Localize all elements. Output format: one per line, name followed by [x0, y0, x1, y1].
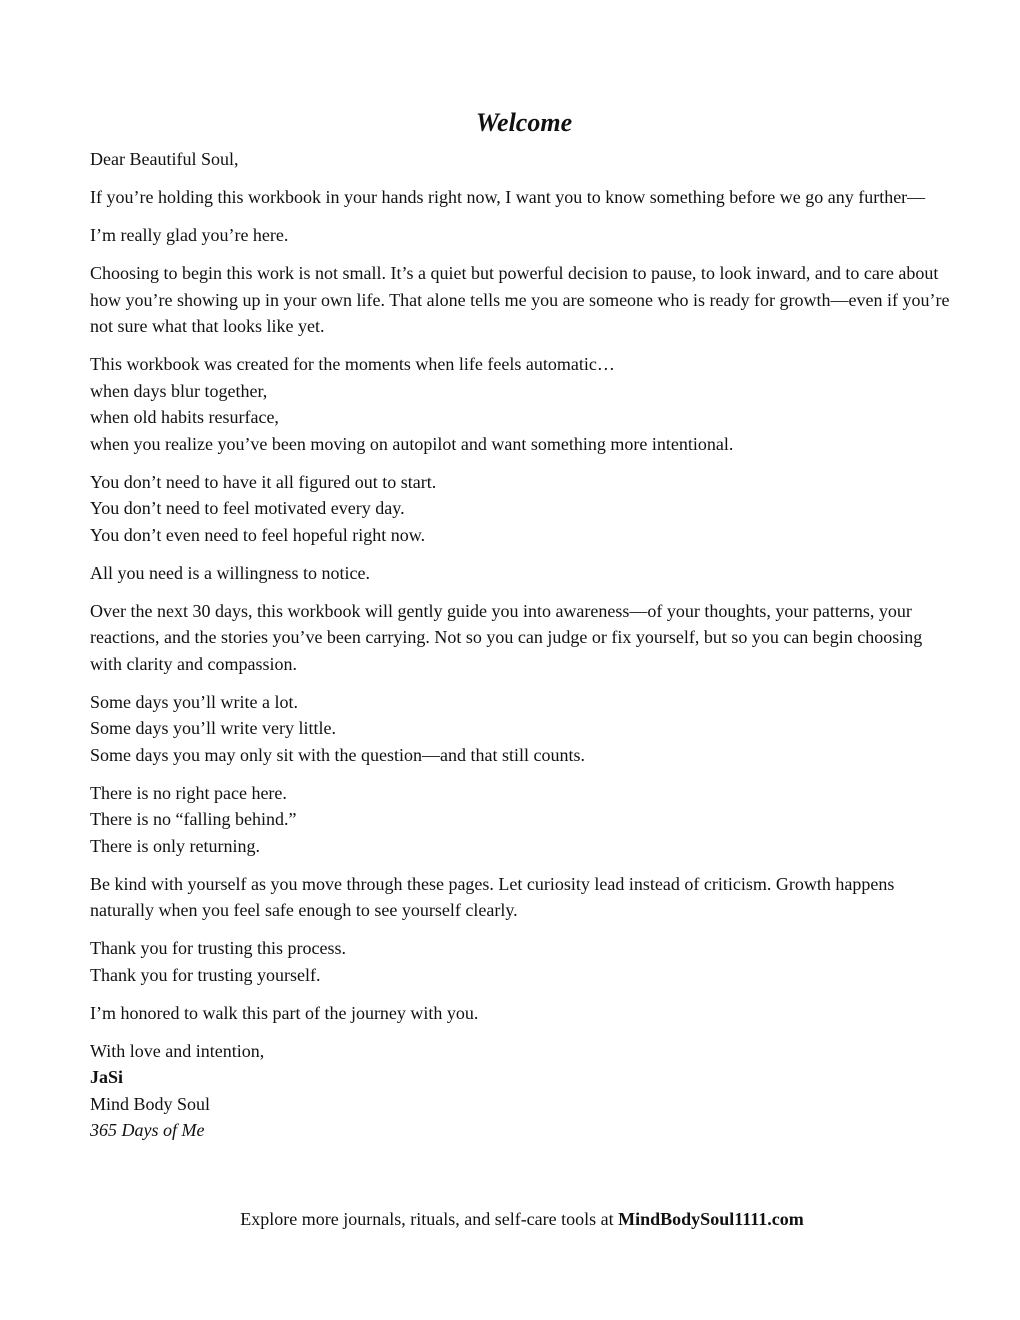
series-name: 365 Days of Me [90, 1120, 205, 1140]
paragraph-moments [90, 351, 952, 457]
text-line: Some days you’ll write a lot. [90, 691, 298, 712]
text-line: Thank you for trusting this process. [90, 938, 346, 958]
greeting: Dear Beautiful Soul, [90, 149, 239, 169]
paragraph-kindness: Be kind with yourself as you move through these pages. Let curiosity lead instead of criticism. Growth happens naturally when you feel safe enough to see yourself clearly. [90, 873, 895, 920]
text-line: Some days you may only sit with the question—and that still counts. [90, 744, 585, 765]
closing: With love and intention, [90, 1040, 265, 1061]
text-line: when old habits resurface, [90, 407, 279, 427]
text-line: You don’t need to have it all figured out to start. [90, 471, 437, 492]
website-link[interactable]: MindBodySoul1111.com [618, 1209, 804, 1229]
paragraph-intro: If you’re holding this workbook in your hands right now, I want you to know something before we go any further— [90, 187, 926, 207]
text-line: when days blur together, [90, 380, 268, 401]
brand-name: Mind Body Soul [90, 1093, 211, 1114]
page-title: Welcome [475, 108, 573, 137]
paragraph-willingness: All you need is a willingness to notice. [90, 562, 370, 583]
paragraph-no-need [90, 469, 952, 549]
paragraph-honored: I’m honored to walk this part of the journey with you. [90, 1002, 479, 1023]
footer [0, 1206, 1020, 1232]
text-line: There is no “falling behind.” [90, 809, 297, 829]
paragraph-some-days [90, 689, 952, 769]
text-line: There is only returning. [90, 835, 260, 856]
text-line: There is no right pace here. [90, 782, 287, 803]
paragraph-choosing: Choosing to begin this work is not small. It’s a quiet but powerful decision to pause, to look inward, and to care about how you’re showing up in your own life. That alone tells me you are someone who is ready for growth—even if you’re not sure what that looks like yet. [90, 263, 950, 336]
author-name: JaSi [90, 1067, 124, 1087]
text-line: Thank you for trusting yourself. [90, 964, 321, 985]
footer-text: Explore more journals, rituals, and self-care tools at [240, 1209, 614, 1229]
paragraph-glad: I’m really glad you’re here. [90, 225, 289, 245]
text-line: This workbook was created for the moments when life feels automatic… [90, 354, 615, 374]
letter-body [90, 146, 952, 1155]
text-line: Some days you’ll write very little. [90, 718, 336, 738]
paragraph-thanks [90, 935, 952, 988]
signature-block [90, 1038, 952, 1144]
text-line: You don’t need to feel motivated every day. [90, 498, 405, 518]
text-line: when you realize you’ve been moving on autopilot and want something more intentional. [90, 433, 734, 454]
paragraph-30-days: Over the next 30 days, this workbook will gently guide you into awareness—of your thoughts, your patterns, your reactions, and the stories you’ve been carrying. Not so you can judge or fix yourself, but so you can begin choosing with clarity and compassion. [90, 600, 923, 674]
text-line: You don’t even need to feel hopeful right now. [90, 524, 426, 545]
paragraph-pace [90, 780, 952, 860]
